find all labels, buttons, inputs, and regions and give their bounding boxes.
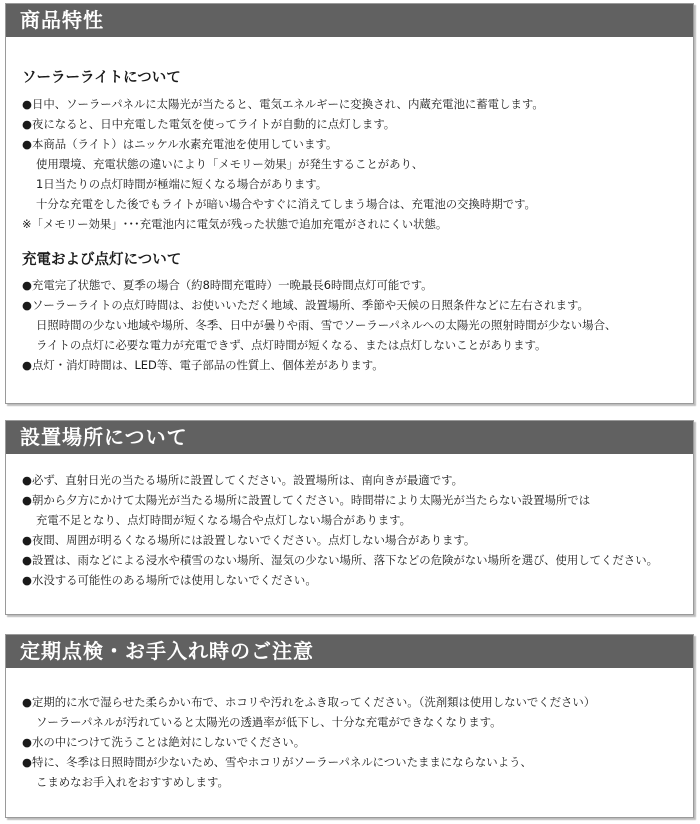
section-installation-location [5,420,694,615]
text-line: ●朝から夕方にかけて太陽光が当たる場所に設置してください。時間帯により太陽光が当たらない設置場所では [22,493,591,507]
text-line: ●ソーラーライトの点灯時間は、お使いいただく地域、設置場所、季節や天候の日照条件などに左右されます。 [22,298,589,312]
section-title: 設置場所について [6,421,693,454]
text-line: 使用環境、充電状態の違いにより「メモリー効果」が発生することがあり、 [36,157,424,171]
text-line: ●夜間、周囲が明るくなる場所には設置しないでください。点灯しない場合があります。 [22,533,476,547]
text-line: ●日中、ソーラーパネルに太陽光が当たると、電気エネルギーに変換され、内蔵充電池に蓄電します。 [22,97,544,111]
section-title: 商品特性 [6,4,693,37]
text-line: ●設置は、雨などによる浸水や積雪のない場所、湿気の少ない場所、落下などの危険がない場所を選び、使用してください。 [22,553,658,567]
text-line: ●水没する可能性のある場所では使用しないでください。 [22,573,317,587]
text-line: 日照時間の少ない地域や場所、冬季、日中が曇りや雨、雪でソーラーパネルへの太陽光の照射時間が少ない場合、 [36,318,617,332]
subsection-heading: ソーラーライトについて [22,70,181,86]
text-line: ●夜になると、日中充電した電気を使ってライトが自動的に点灯します。 [22,117,396,131]
text-line: ●充電完了状態で、夏季の場合（約8時間充電時）一晩最長6時間点灯可能です。 [22,278,433,292]
text-line: ※「メモリー効果」･･･充電池内に電気が残った状態で追加充電がされにくい状態。 [22,217,448,231]
text-line: ●水の中につけて洗うことは絶対にしないでください。 [22,735,306,749]
text-line: ライトの点灯に必要な電力が充電できず、点灯時間が短くなる、または点灯しないことがあります。 [36,338,547,352]
section-maintenance-notes [5,634,694,818]
text-line: ソーラーパネルが汚れていると太陽光の透過率が低下し、十分な充電ができなくなります。 [36,715,502,729]
text-line: 1日当たりの点灯時間が極端に短くなる場合があります。 [36,177,328,191]
text-line: ●必ず、直射日光の当たる場所に設置してください。設置場所は、南向きが最適です。 [22,473,463,487]
text-line: こまめなお手入れをおすすめします。 [36,775,229,789]
text-line: 十分な充電をした後でもライトが暗い場合やすぐに消えてしまう場合は、充電池の交換時期です。 [36,197,536,211]
subsection-heading: 充電および点灯について [22,252,182,268]
text-line: ●本商品（ライト）はニッケル水素充電池を使用しています。 [22,137,338,151]
section-product-features [5,3,694,404]
text-line: 充電不足となり、点灯時間が短くなる場合や点灯しない場合があります。 [36,513,411,527]
text-line: ●点灯・消灯時間は、LED等、電子部品の性質上、個体差があります。 [22,358,384,372]
text-line: ●特に、冬季は日照時間が少ないため、雪やホコリがソーラーパネルについたままにならないよう、 [22,755,532,769]
section-title: 定期点検・お手入れ時のご注意 [6,635,693,668]
text-line: ●定期的に水で湿らせた柔らかい布で、ホコリや汚れをふき取ってください。（洗剤類は使用しないでください） [22,695,596,709]
